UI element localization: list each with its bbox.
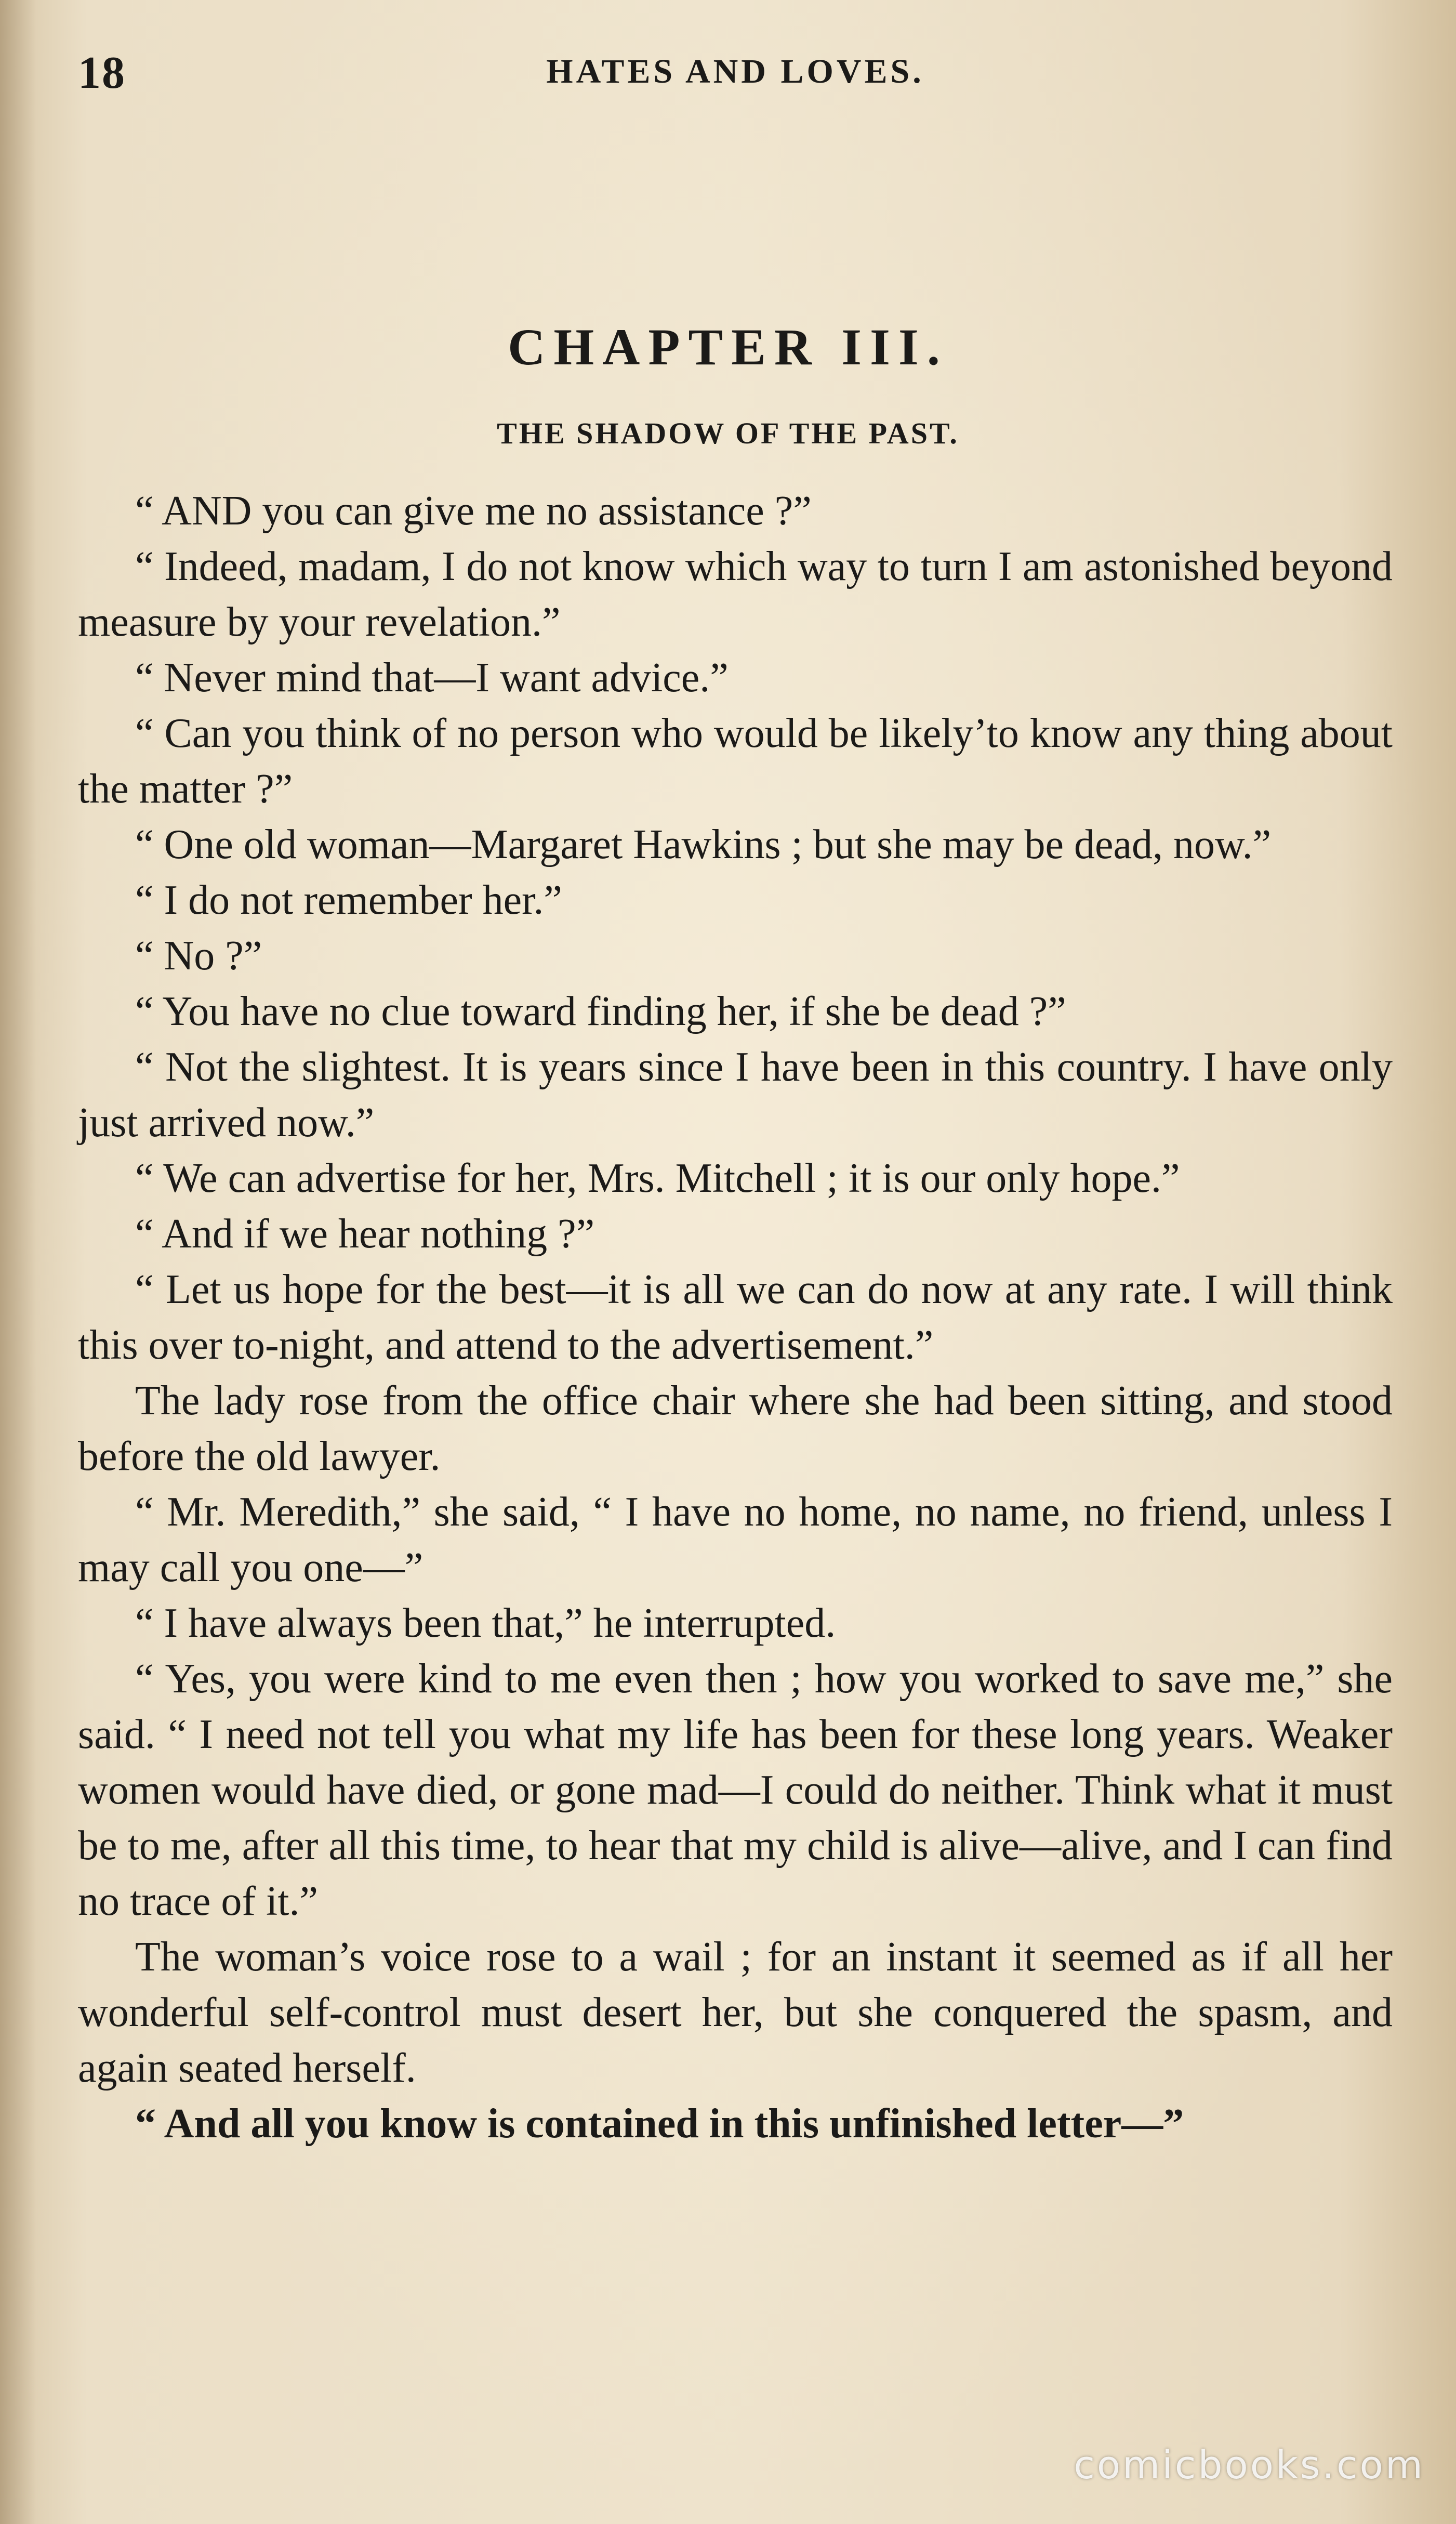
paragraph: “ Can you think of no person who would be likely’to know any thing about the matter ?” — [78, 711, 1393, 812]
paragraph: “ AND you can give me no assistance ?” — [135, 488, 812, 534]
spine-shadow — [0, 0, 36, 2524]
paragraph: “ Indeed, madam, I do not know which way to turn I am astonished beyond measure by your revelation.” — [78, 544, 1393, 645]
paragraph: “ And if we hear nothing ?” — [135, 1211, 595, 1257]
paragraph: “ Yes, you were kind to me even then ; how you worked to save me,” she said. “ I need not tell you what my life has been for these long years. Weaker women would have died, or gone mad—I could do neither. Think what it must be to me, after all this time, to hear that my child is alive—alive, and I can find no trace of it.” — [78, 1656, 1393, 1924]
page-number: 18 — [78, 48, 126, 98]
running-title: HATES AND LOVES. — [546, 52, 924, 90]
chapter-title: CHAPTER III. — [508, 318, 948, 376]
paragraph: “ Let us hope for the best—it is all we can do now at any rate. I will think this over to-night, and attend to the advertisement.” — [78, 1267, 1393, 1368]
paragraph: “ And all you know is contained in this unfinished letter—” — [135, 2101, 1184, 2147]
chapter-subtitle: THE SHADOW OF THE PAST. — [497, 416, 959, 450]
paragraph: “ We can advertise for her, Mrs. Mitchell ; it is our only hope.” — [135, 1155, 1180, 1201]
paragraph: The woman’s voice rose to a wail ; for an instant it seemed as if all her wonderful self-control must desert her, but she conquered the spasm, and again seated herself. — [78, 1934, 1393, 2091]
paragraph: “ Never mind that—I want advice.” — [135, 655, 729, 701]
paragraph: The lady rose from the office chair where she had been sitting, and stood before the old lawyer. — [78, 1378, 1393, 1479]
page-header — [78, 47, 1393, 109]
paragraph: “ Not the slightest. It is years since I have been in this country. I have only just arrived now.” — [78, 1044, 1393, 1146]
watermark: comicbooks.com — [1074, 2443, 1425, 2488]
paragraph: “ Mr. Meredith,” she said, “ I have no home, no name, no friend, unless I may call you one—” — [78, 1489, 1393, 1590]
paragraph: “ I do not remember her.” — [135, 877, 562, 923]
body-text — [78, 483, 1393, 2152]
paragraph: “ One old woman—Margaret Hawkins ; but she may be dead, now.” — [135, 822, 1272, 867]
paragraph: “ You have no clue toward finding her, if she be dead ?” — [135, 989, 1066, 1034]
paragraph: “ I have always been that,” he interrupted. — [135, 1600, 836, 1646]
paragraph: “ No ?” — [135, 933, 262, 979]
